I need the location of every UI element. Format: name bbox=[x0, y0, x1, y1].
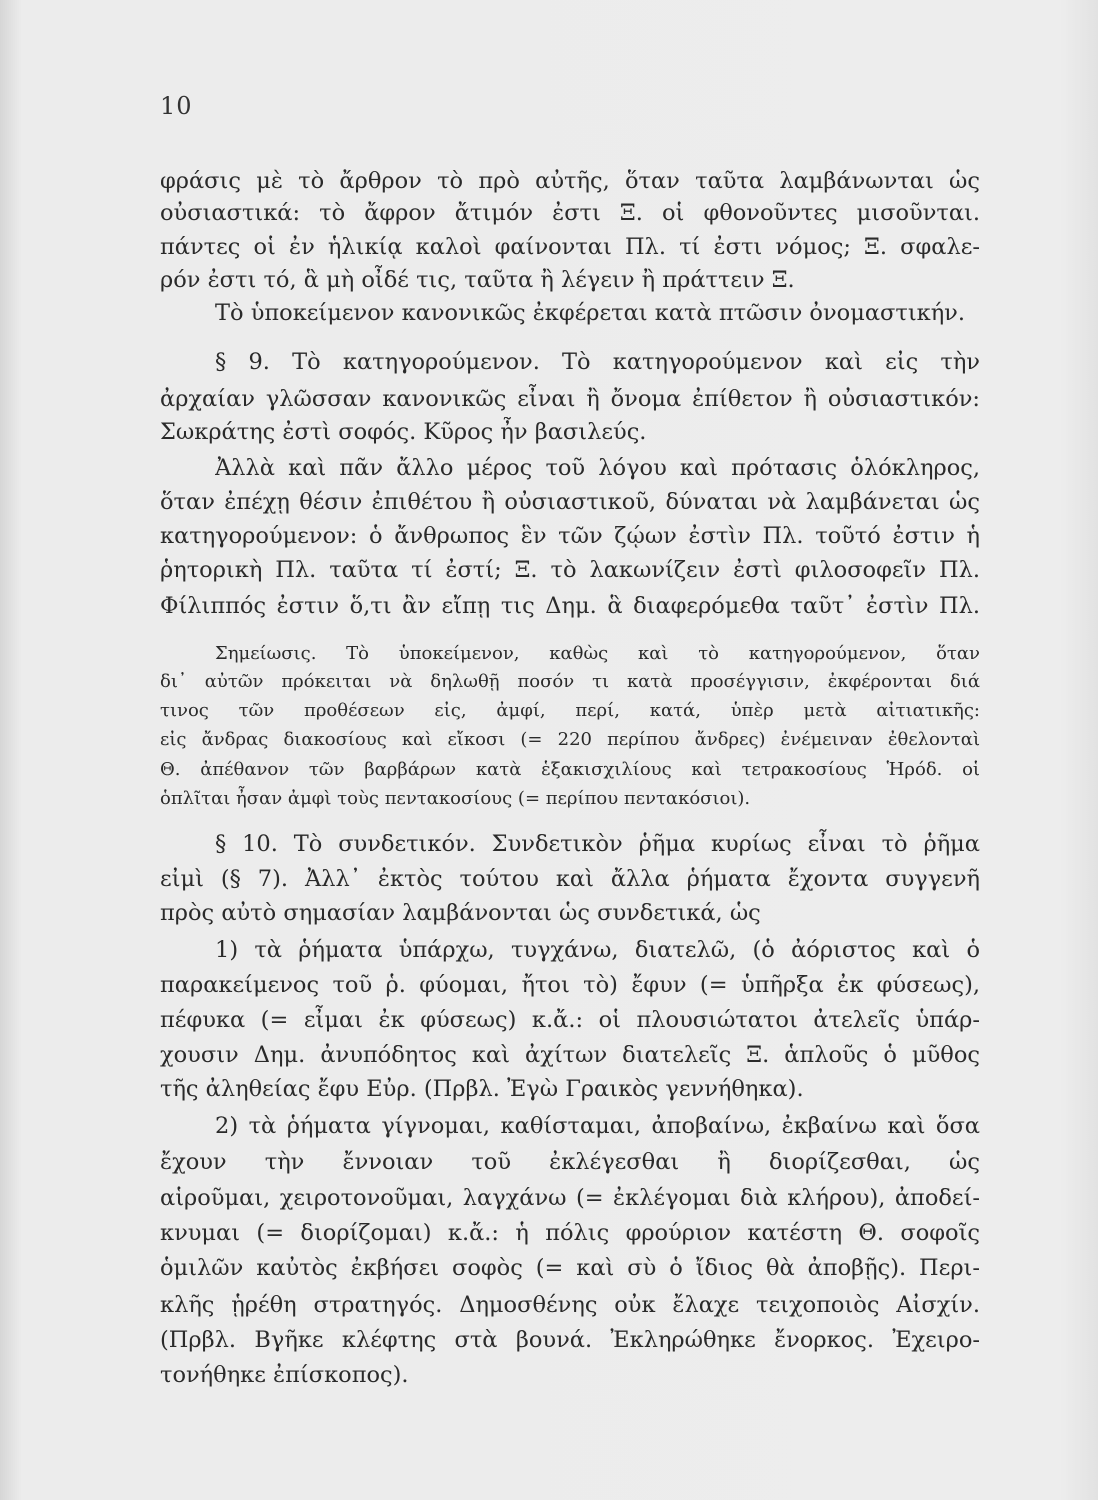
note-line: Θ. ἀπέθανον τῶν βαρβάρων κατὰ ἑξακισχιλίους καὶ τετρακοσίους Ἡρόδ. οἱ bbox=[160, 759, 980, 780]
section-9-heading-line: § 9. Τὸ κατηγορούμενον. Τὸ κατηγορούμενον καὶ εἰς τὴν bbox=[215, 349, 980, 375]
page-number: 10 bbox=[160, 92, 193, 120]
text-line: κατηγορούμενον: ὁ ἄνθρωπος ἓν τῶν ζῴων ἐστὶν Πλ. τοῦτό ἐστιν ἡ bbox=[160, 523, 980, 549]
text-line: 1) τὰ ῥήματα ὑπάρχω, τυγχάνω, διατελῶ, (ὁ ἀόριστος καὶ ὁ bbox=[215, 937, 980, 963]
note-line: Σημείωσις. Τὸ ὑποκείμενον, καθὼς καὶ τὸ κατηγορούμενον, ὅταν bbox=[215, 643, 980, 664]
section-10-heading-line: § 10. Τὸ συνδετικόν. Συνδετικὸν ῥῆμα κυρίως εἶναι τὸ ῥῆμα bbox=[215, 831, 980, 857]
text-line: χουσιν Δημ. ἀνυπόδητος καὶ ἀχίτων διατελεῖς Ξ. ἁπλοῦς ὁ μῦθος bbox=[160, 1042, 980, 1068]
text-line: ὅταν ἐπέχῃ θέσιν ἐπιθέτου ἢ οὐσιαστικοῦ, δύναται νὰ λαμβάνεται ὡς bbox=[160, 489, 980, 515]
note-line: δι᾽ αὐτῶν πρόκειται νὰ δηλωθῇ ποσόν τι κατὰ προσέγγισιν, ἐκφέρονται διά bbox=[160, 671, 980, 692]
note-line: τινος τῶν προθέσεων εἰς, ἀμφί, περί, κατά, ὑπὲρ μετὰ αἰτιατικῆς: bbox=[160, 700, 980, 721]
text-line: πάντες οἱ ἐν ἡλικίᾳ καλοὶ φαίνονται Πλ. τί ἐστι νόμος; Ξ. σφαλε- bbox=[160, 234, 980, 260]
text-line: πρὸς αὐτὸ σημασίαν λαμβάνονται ὡς συνδετικά, ὡς bbox=[160, 900, 761, 926]
text-line: εἰμὶ (§ 7). Ἀλλ᾽ ἐκτὸς τούτου καὶ ἄλλα ῥήματα ἔχοντα συγγενῆ bbox=[160, 866, 980, 892]
text-line: ῥητορικὴ Πλ. ταῦτα τί ἐστί; Ξ. τὸ λακωνίζειν ἐστὶ φιλοσοφεῖν Πλ. bbox=[160, 557, 980, 583]
note-line: εἰς ἄνδρας διακοσίους καὶ εἴκοσι (= 220 περίπου ἄνδρες) ἐνέμειναν ἐθελονταὶ bbox=[160, 729, 980, 750]
text-line: Τὸ ὑποκείμενον κανονικῶς ἐκφέρεται κατὰ πτῶσιν ὀνομαστικήν. bbox=[215, 300, 966, 326]
text-line: Ἀλλὰ καὶ πᾶν ἄλλο μέρος τοῦ λόγου καὶ πρότασις ὁλόκληρος, bbox=[215, 455, 980, 481]
text-line: ἔχουν τὴν ἔννοιαν τοῦ ἐκλέγεσθαι ἢ διορίζεσθαι, ὡς bbox=[160, 1149, 980, 1175]
text-line: ὁμιλῶν καὐτὸς ἐκβήσει σοφὸς (= καὶ σὺ ὁ ἴδιος θὰ ἀποβῇς). Περι- bbox=[160, 1255, 980, 1281]
text-line: παρακείμενος τοῦ ῥ. φύομαι, ἤτοι τὸ) ἔφυν (= ὑπῆρξα ἐκ φύσεως), bbox=[160, 972, 980, 998]
text-line: φράσις μὲ τὸ ἄρθρον τὸ πρὸ αὐτῆς, ὅταν ταῦτα λαμβάνωνται ὡς bbox=[160, 168, 980, 194]
text-line: Φίλιππός ἐστιν ὅ,τι ἂν εἴπῃ τις Δημ. ἃ διαφερόμεθα ταῦτ᾽ ἐστὶν Πλ. bbox=[160, 593, 980, 619]
text-line: Σωκράτης ἐστὶ σοφός. Κῦρος ἦν βασιλεύς. bbox=[160, 419, 647, 445]
note-line: ὁπλῖται ἦσαν ἀμφὶ τοὺς πεντακοσίους (= περίπου πεντακόσιοι). bbox=[160, 788, 751, 809]
text-line: κλῆς ᾑρέθη στρατηγός. Δημοσθένης οὐκ ἔλαχε τειχοποιὸς Αἰσχίν. bbox=[160, 1292, 980, 1318]
text-line: πέφυκα (= εἶμαι ἐκ φύσεως) κ.ἄ.: οἱ πλουσιώτατοι ἀτελεῖς ὑπάρ- bbox=[160, 1007, 980, 1033]
text-line: τῆς ἀληθείας ἔφυ Εὐρ. (Πρβλ. Ἐγὼ Γραικὸς γεννήθηκα). bbox=[160, 1076, 804, 1102]
text-line: τονήθηκε ἐπίσκοπος). bbox=[160, 1362, 409, 1388]
text-line: αἱροῦμαι, χειροτονοῦμαι, λαγχάνω (= ἐκλέγομαι διὰ κλήρου), ἀποδεί- bbox=[160, 1185, 980, 1211]
text-line: κνυμαι (= διορίζομαι) κ.ἄ.: ἡ πόλις φρούριον κατέστη Θ. σοφοῖς bbox=[160, 1220, 980, 1246]
text-line: 2) τὰ ῥήματα γίγνομαι, καθίσταμαι, ἀποβαίνω, ἐκβαίνω καὶ ὅσα bbox=[215, 1113, 980, 1139]
text-line: ρόν ἐστι τό, ἃ μὴ οἶδέ τις, ταῦτα ἢ λέγειν ἢ πράττειν Ξ. bbox=[160, 267, 795, 293]
text-line: ἀρχαίαν γλῶσσαν κανονικῶς εἶναι ἢ ὄνομα ἐπίθετον ἢ οὐσιαστικόν: bbox=[160, 386, 980, 412]
text-line: (Πρβλ. Βγῆκε κλέφτης στὰ βουνά. Ἐκληρώθηκε ἔνορκος. Ἐχειρο- bbox=[160, 1327, 980, 1353]
text-line: οὐσιαστικά: τὸ ἄφρον ἄτιμόν ἐστι Ξ. οἱ φθονοῦντες μισοῦνται. bbox=[160, 200, 980, 226]
